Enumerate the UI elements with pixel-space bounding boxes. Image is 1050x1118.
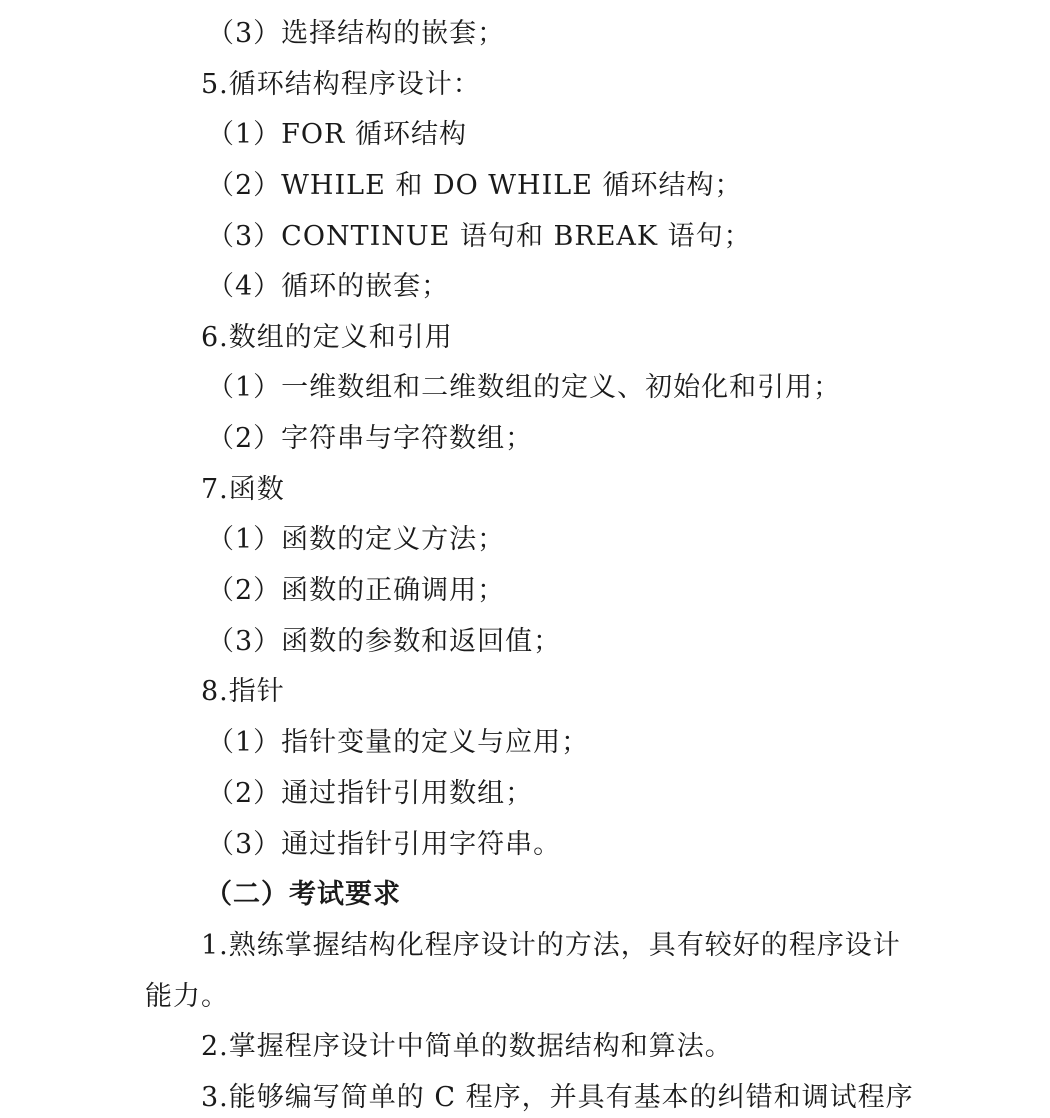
subsection-heading: （二）考试要求: [205, 879, 401, 910]
list-item: （1）函数的定义方法；: [207, 524, 506, 555]
list-item: （3）函数的参数和返回值；: [207, 626, 562, 657]
section-heading: 6.数组的定义和引用: [201, 322, 453, 353]
list-item: （2）通过指针引用数组；: [207, 778, 534, 809]
paragraph-continuation: 能力。: [145, 981, 229, 1012]
section-heading: 5.循环结构程序设计：: [201, 69, 481, 100]
section-heading: 7.函数: [201, 474, 285, 505]
section-heading: 8.指针: [201, 676, 285, 707]
list-item: （2）字符串与字符数组；: [207, 423, 534, 454]
list-item: （2）函数的正确调用；: [207, 575, 506, 606]
list-item: （1）指针变量的定义与应用；: [207, 727, 590, 758]
paragraph: 3.能够编写简单的 C 程序，并具有基本的纠错和调试程序: [201, 1082, 914, 1113]
list-item: （1）一维数组和二维数组的定义、初始化和引用；: [207, 372, 842, 403]
list-item: （2）WHILE 和 DO WHILE 循环结构；: [207, 170, 743, 201]
paragraph: 2.掌握程序设计中简单的数据结构和算法。: [201, 1031, 733, 1062]
list-item: （3）CONTINUE 语句和 BREAK 语句；: [207, 221, 752, 252]
paragraph: 1.熟练掌握结构化程序设计的方法，具有较好的程序设计: [201, 930, 901, 961]
list-item: （3）通过指针引用字符串。: [207, 829, 562, 860]
list-item: （3）选择结构的嵌套；: [207, 18, 506, 49]
list-item: （4）循环的嵌套；: [207, 271, 450, 302]
list-item: （1）FOR 循环结构: [207, 119, 467, 150]
